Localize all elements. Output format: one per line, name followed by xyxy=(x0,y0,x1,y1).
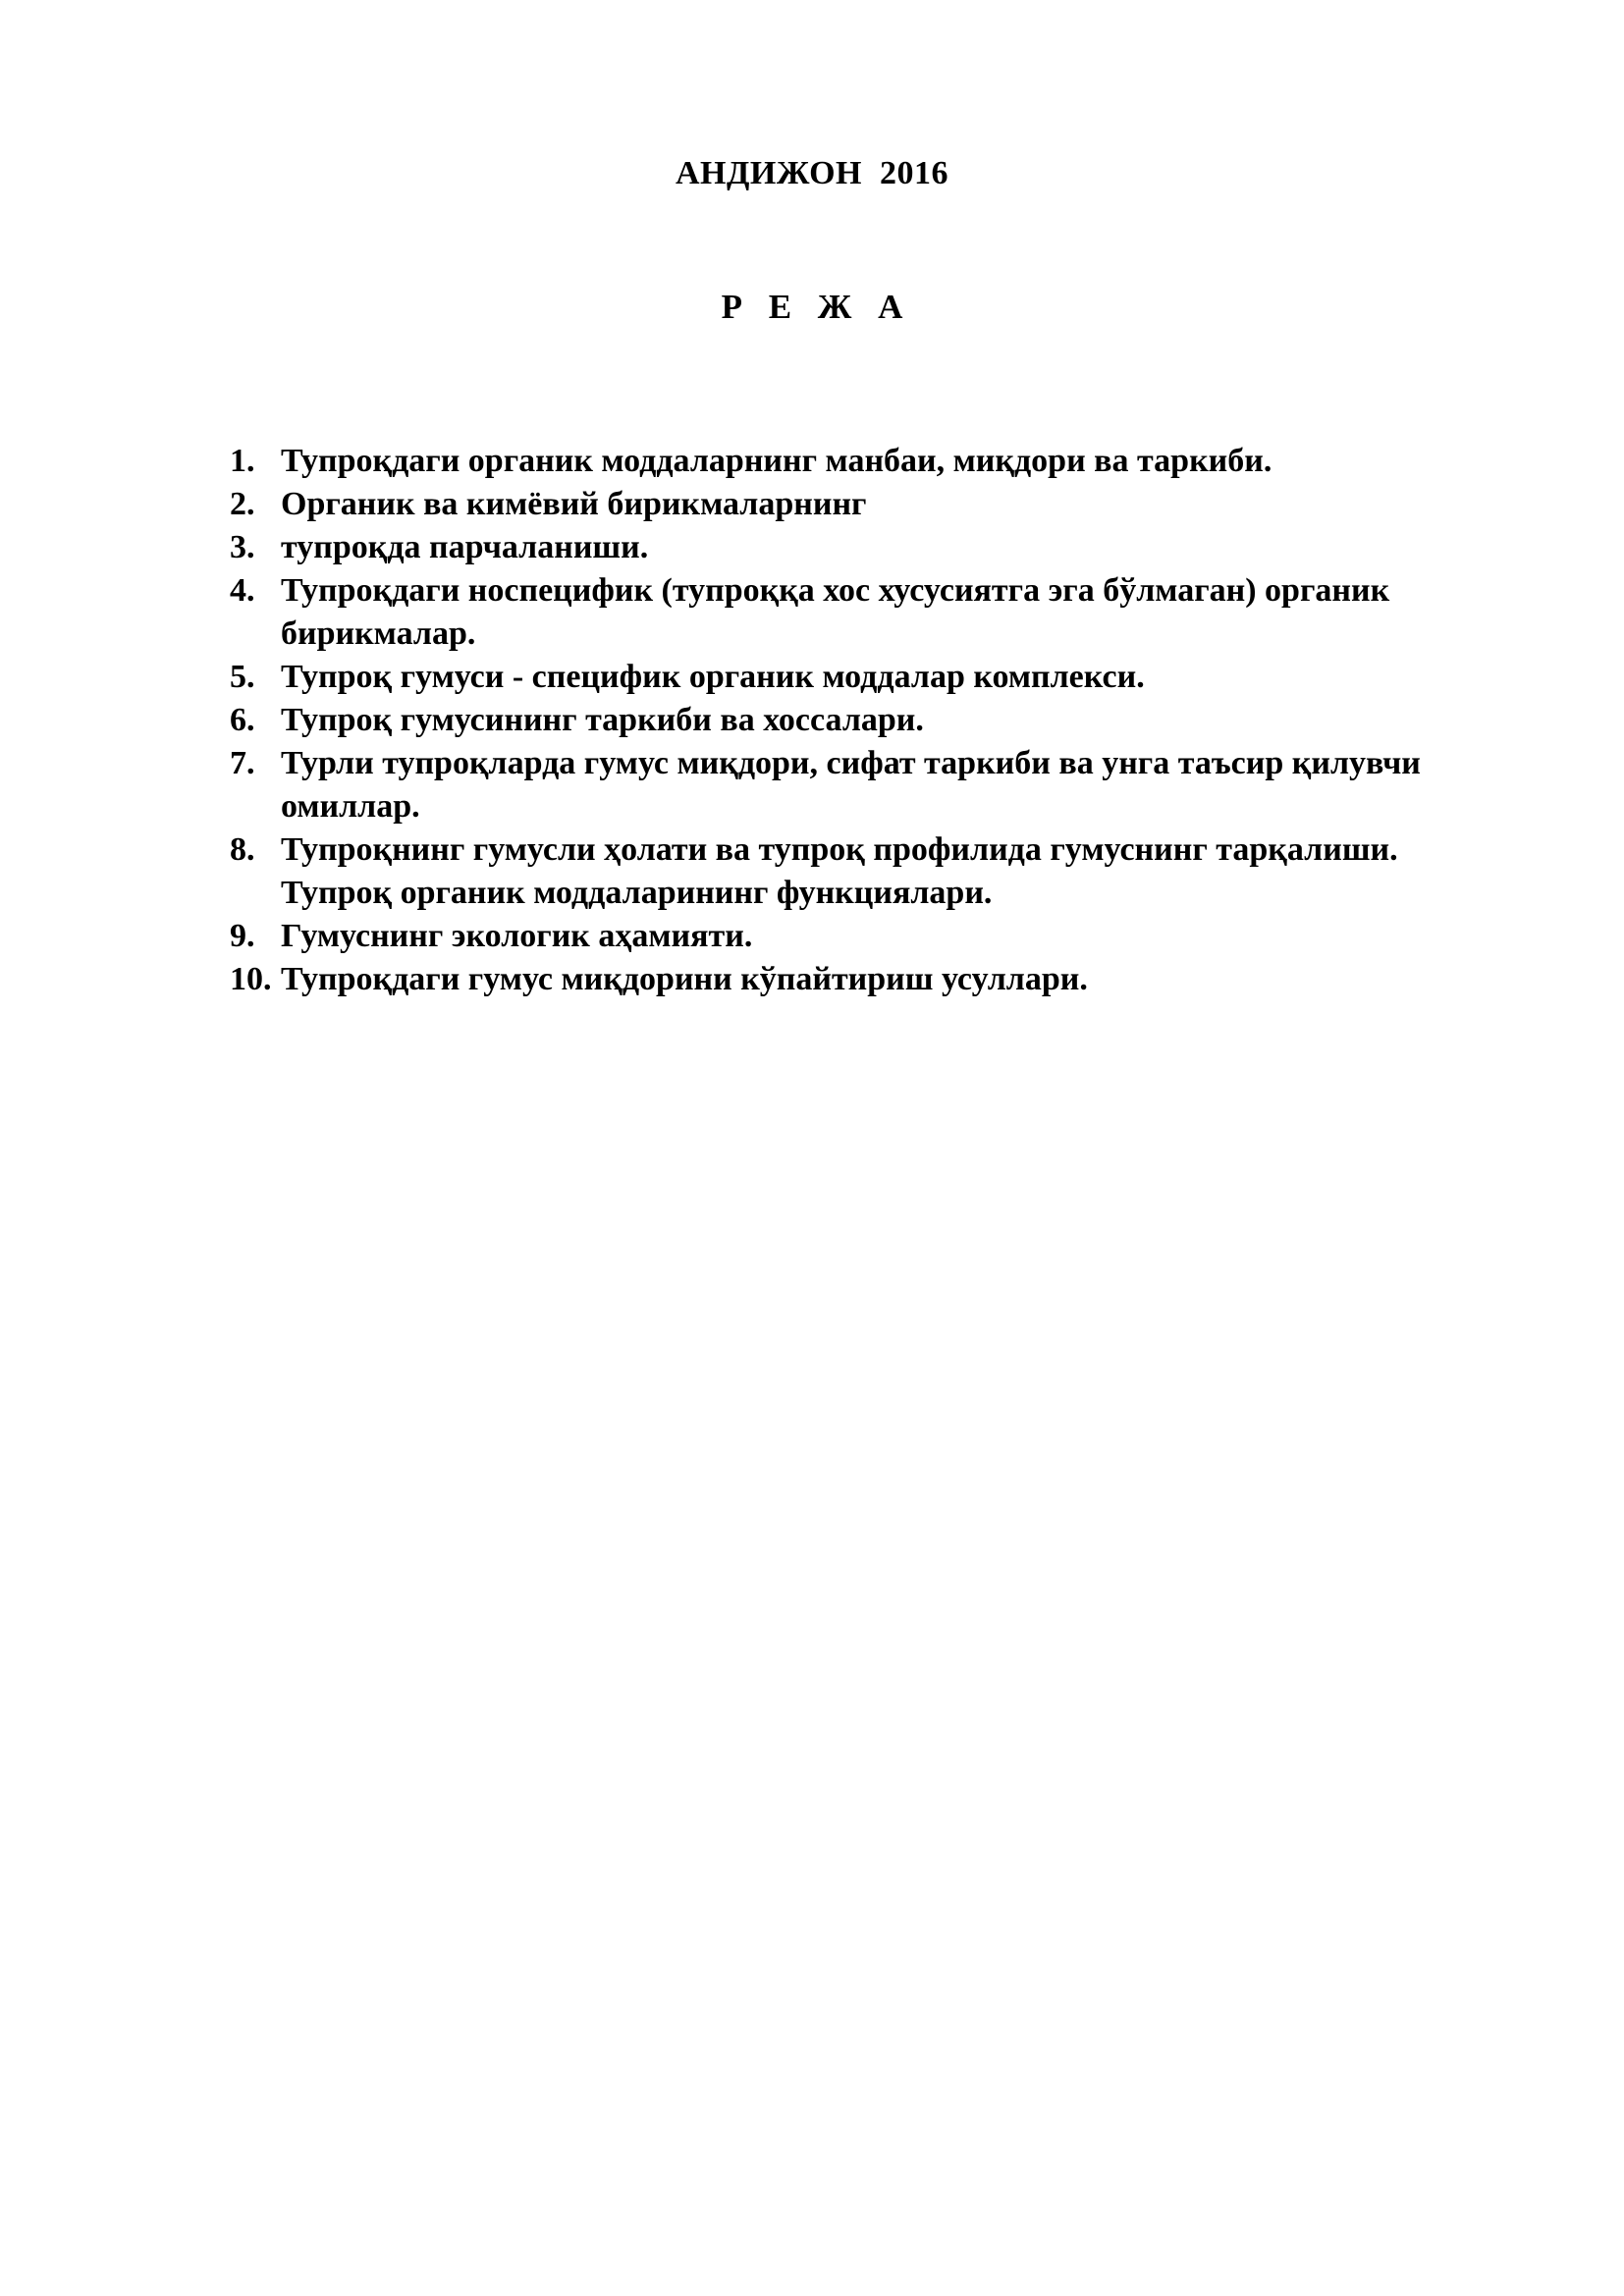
item-text: Тупроқдаги носпецифик (тупроққа хос хусусиятга эга бўлмаган) органик бирикмалар. xyxy=(281,572,1390,652)
item-number: 4. xyxy=(230,572,255,609)
plan-item-8 xyxy=(230,828,1526,872)
plan-item-5 xyxy=(230,656,1526,699)
plan-item-unnumbered xyxy=(230,872,1526,915)
item-text: тупроқда парчаланиши. xyxy=(281,529,649,565)
item-number: 3. xyxy=(230,529,255,565)
item-number: 8. xyxy=(230,831,255,868)
item-number: 9. xyxy=(230,918,255,954)
item-text: Гумуснинг экологик аҳамияти. xyxy=(281,918,753,954)
item-text: Тупроқнинг гумусли ҳолати ва тупроқ профилида гумуснинг тарқалиши. xyxy=(281,831,1398,868)
item-text: Тупроқдаги органик моддаларнинг манбаи, миқдори ва таркиби. xyxy=(281,443,1272,479)
plan-item-1 xyxy=(230,440,1526,483)
item-text: Тупроқ гумусининг таркиби ва хоссалари. xyxy=(281,702,924,738)
item-number: 6. xyxy=(230,702,255,738)
city-year-heading: АНДИЖОН 2016 xyxy=(675,155,948,191)
item-text: Тупроқ гумуси - специфик органик моддалар комплекси. xyxy=(281,659,1145,695)
plan-item-2 xyxy=(230,483,1526,526)
item-number: 2. xyxy=(230,486,255,522)
item-number: 1. xyxy=(230,443,255,479)
item-number: 5. xyxy=(230,659,255,695)
plan-item-6 xyxy=(230,699,1526,742)
item-text: Органик ва кимёвий бирикмаларнинг xyxy=(281,486,867,522)
plan-item-7 xyxy=(230,742,1526,828)
item-text: Турли тупроқларда гумус миқдори, сифат таркиби ва унга таъсир қилувчи омиллар. xyxy=(281,745,1421,825)
item-text: Тупроқдаги гумус миқдорини кўпайтириш усуллари. xyxy=(281,961,1088,997)
plan-item-10 xyxy=(230,958,1526,1001)
item-number: 10. xyxy=(230,961,272,997)
plan-title: Р Е Ж А xyxy=(721,288,912,326)
plan-item-4 xyxy=(230,569,1526,656)
item-text: Тупроқ органик моддаларининг функциялари. xyxy=(281,875,993,911)
plan-item-3 xyxy=(230,526,1526,569)
item-number: 7. xyxy=(230,745,255,781)
plan-item-9 xyxy=(230,915,1526,958)
plan-list xyxy=(230,440,1526,1001)
